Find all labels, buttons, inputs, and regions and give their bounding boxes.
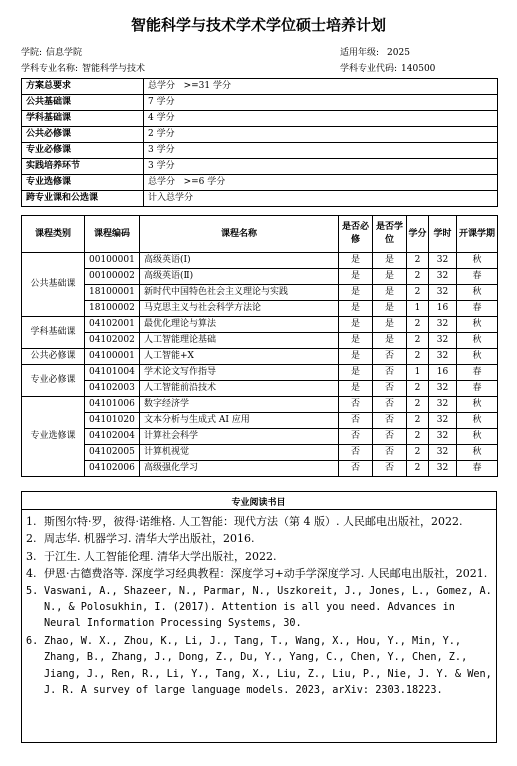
requirement-label: 跨专业课和公选课 bbox=[22, 191, 144, 207]
course-row bbox=[22, 333, 498, 349]
course-row bbox=[22, 269, 498, 285]
header-semester: 开课学期 bbox=[457, 216, 498, 253]
course-row bbox=[22, 445, 498, 461]
course-name: 最优化理论与算法 bbox=[140, 317, 339, 333]
course-semester: 秋 bbox=[457, 413, 498, 429]
course-required: 否 bbox=[339, 461, 373, 477]
reading-item bbox=[24, 531, 492, 547]
course-table-header bbox=[22, 216, 498, 253]
course-semester: 春 bbox=[457, 269, 498, 285]
course-credit: 2 bbox=[407, 253, 429, 269]
reading-item-number: 4. bbox=[26, 567, 37, 581]
course-required: 是 bbox=[339, 365, 373, 381]
requirement-value: 7 学分 bbox=[144, 95, 498, 111]
course-degree: 否 bbox=[373, 461, 407, 477]
requirement-row bbox=[22, 95, 498, 111]
course-code: 04102004 bbox=[85, 429, 140, 445]
course-degree: 是 bbox=[373, 269, 407, 285]
reading-item-text: 伊恩·古德费洛等. 深度学习经典教程：深度学习+动手学深度学习. 人民邮电出版社，2021. bbox=[44, 567, 488, 581]
course-degree: 是 bbox=[373, 285, 407, 301]
course-hours: 32 bbox=[429, 397, 457, 413]
course-code: 04101020 bbox=[85, 413, 140, 429]
course-row bbox=[22, 285, 498, 301]
course-hours: 32 bbox=[429, 253, 457, 269]
course-category: 公共必修课 bbox=[22, 349, 85, 365]
course-hours: 32 bbox=[429, 461, 457, 477]
course-code: 18100001 bbox=[85, 285, 140, 301]
course-code: 00100001 bbox=[85, 253, 140, 269]
course-degree: 否 bbox=[373, 381, 407, 397]
reading-item-number: 6. bbox=[26, 635, 39, 647]
requirement-value: 3 学分 bbox=[144, 159, 498, 175]
course-required: 否 bbox=[339, 413, 373, 429]
reading-item-text: 斯图尔特·罗，彼得·诺维格. 人工智能：现代方法（第 4 版）. 人民邮电出版社，2022. bbox=[44, 515, 463, 528]
course-required: 否 bbox=[339, 445, 373, 461]
course-hours: 32 bbox=[429, 445, 457, 461]
course-degree: 否 bbox=[373, 445, 407, 461]
course-required: 是 bbox=[339, 253, 373, 269]
course-row bbox=[22, 461, 498, 477]
requirement-row bbox=[22, 159, 498, 175]
course-row bbox=[22, 413, 498, 429]
requirement-label: 学科基础课 bbox=[22, 111, 144, 127]
requirement-value: 2 学分 bbox=[144, 127, 498, 143]
course-hours: 32 bbox=[429, 413, 457, 429]
college-label: 学院: bbox=[21, 48, 43, 58]
course-credit: 2 bbox=[407, 349, 429, 365]
course-name: 高级强化学习 bbox=[140, 461, 339, 477]
reading-item-text: Zhao, W. X., Zhou, K., Li, J., Tang, T., Wang, X., Hou, Y., Min, Y., Zhang, B., Zhang, J., Dong, Z., Du, Y., Yang, C., Chen, Y., Chen, Z., Jiang, J., Ren, R., Li, Y., Tang, X., Liu, Z., Liu, P., Nie, J. Y. & Wen, J. R. A survey of large language models. 2023, arXiv: 2303.18223. bbox=[44, 635, 492, 697]
course-required: 是 bbox=[339, 269, 373, 285]
course-code: 04101004 bbox=[85, 365, 140, 381]
course-semester: 春 bbox=[457, 301, 498, 317]
course-hours: 32 bbox=[429, 429, 457, 445]
course-degree: 是 bbox=[373, 301, 407, 317]
course-degree: 否 bbox=[373, 413, 407, 429]
course-credit: 2 bbox=[407, 381, 429, 397]
requirement-value: 计入总学分 bbox=[144, 191, 498, 207]
course-degree: 是 bbox=[373, 333, 407, 349]
course-required: 是 bbox=[339, 333, 373, 349]
divider bbox=[21, 509, 497, 510]
major-value: 智能科学与技术 bbox=[82, 64, 146, 74]
course-semester: 秋 bbox=[457, 397, 498, 413]
course-code: 00100002 bbox=[85, 269, 140, 285]
course-required: 否 bbox=[339, 429, 373, 445]
requirement-label: 方案总要求 bbox=[22, 79, 144, 95]
reading-item-number: 1. bbox=[26, 515, 37, 528]
course-credit: 2 bbox=[407, 269, 429, 285]
course-row bbox=[22, 381, 498, 397]
course-category: 专业选修课 bbox=[22, 397, 85, 477]
course-semester: 春 bbox=[457, 365, 498, 381]
reading-item bbox=[24, 549, 492, 565]
course-semester: 秋 bbox=[457, 317, 498, 333]
course-code: 04101006 bbox=[85, 397, 140, 413]
course-credit: 2 bbox=[407, 413, 429, 429]
course-credit: 2 bbox=[407, 445, 429, 461]
course-required: 是 bbox=[339, 301, 373, 317]
course-hours: 16 bbox=[429, 365, 457, 381]
course-table bbox=[21, 215, 498, 477]
header-hours: 学时 bbox=[429, 216, 457, 253]
course-row bbox=[22, 349, 498, 365]
requirement-value: 3 学分 bbox=[144, 143, 498, 159]
course-name: 人工智能前沿技术 bbox=[140, 381, 339, 397]
course-degree: 是 bbox=[373, 317, 407, 333]
header-name: 课程名称 bbox=[140, 216, 339, 253]
course-credit: 1 bbox=[407, 301, 429, 317]
course-required: 是 bbox=[339, 285, 373, 301]
course-name: 数字经济学 bbox=[140, 397, 339, 413]
requirement-label: 公共基础课 bbox=[22, 95, 144, 111]
course-name: 计算社会科学 bbox=[140, 429, 339, 445]
reading-item-number: 2. bbox=[26, 532, 37, 546]
requirement-row bbox=[22, 127, 498, 143]
course-required: 否 bbox=[339, 397, 373, 413]
course-credit: 2 bbox=[407, 397, 429, 413]
course-required: 是 bbox=[339, 317, 373, 333]
course-hours: 32 bbox=[429, 317, 457, 333]
requirement-label: 实践培养环节 bbox=[22, 159, 144, 175]
header-code: 课程编码 bbox=[85, 216, 140, 253]
course-semester: 秋 bbox=[457, 253, 498, 269]
header-required: 是否必修 bbox=[339, 216, 373, 253]
requirement-value: 总学分 >=6 学分 bbox=[144, 175, 498, 191]
course-semester: 秋 bbox=[457, 349, 498, 365]
requirement-row bbox=[22, 111, 498, 127]
requirement-value: 4 学分 bbox=[144, 111, 498, 127]
requirement-row bbox=[22, 191, 498, 207]
course-code: 18100002 bbox=[85, 301, 140, 317]
course-degree: 是 bbox=[373, 253, 407, 269]
course-semester: 秋 bbox=[457, 285, 498, 301]
course-hours: 32 bbox=[429, 349, 457, 365]
reading-item-text: 周志华. 机器学习. 清华大学出版社，2016. bbox=[44, 532, 255, 546]
course-name: 学术论文写作指导 bbox=[140, 365, 339, 381]
course-credit: 2 bbox=[407, 429, 429, 445]
course-code: 04102006 bbox=[85, 461, 140, 477]
reading-item-number: 3. bbox=[26, 549, 37, 563]
reading-item bbox=[24, 584, 492, 633]
course-code: 04102002 bbox=[85, 333, 140, 349]
course-name: 高级英语(Ⅰ) bbox=[140, 253, 339, 269]
major-code-value: 140500 bbox=[401, 64, 436, 74]
header-credit: 学分 bbox=[407, 216, 429, 253]
reading-item bbox=[24, 634, 492, 700]
course-semester: 春 bbox=[457, 461, 498, 477]
reading-item-number: 5. bbox=[26, 585, 39, 597]
requirement-row bbox=[22, 143, 498, 159]
course-degree: 否 bbox=[373, 349, 407, 365]
reading-item bbox=[24, 566, 492, 582]
course-credit: 2 bbox=[407, 285, 429, 301]
course-code: 04102001 bbox=[85, 317, 140, 333]
requirement-row bbox=[22, 175, 498, 191]
course-row bbox=[22, 429, 498, 445]
course-name: 人工智能+X bbox=[140, 349, 339, 365]
course-row bbox=[22, 253, 498, 269]
header-category: 课程类别 bbox=[22, 216, 85, 253]
course-credit: 2 bbox=[407, 461, 429, 477]
header-degree: 是否学位 bbox=[373, 216, 407, 253]
course-code: 04102003 bbox=[85, 381, 140, 397]
course-category: 专业必修课 bbox=[22, 365, 85, 397]
reading-list bbox=[24, 514, 492, 699]
course-hours: 16 bbox=[429, 301, 457, 317]
major-code-label: 学科专业代码: bbox=[340, 64, 398, 74]
college-value: 信息学院 bbox=[46, 48, 83, 58]
course-row bbox=[22, 317, 498, 333]
college-field bbox=[21, 45, 82, 58]
course-code: 04100001 bbox=[85, 349, 140, 365]
major-code-field bbox=[340, 61, 435, 74]
course-category: 学科基础课 bbox=[22, 317, 85, 349]
requirement-label: 专业选修课 bbox=[22, 175, 144, 191]
requirement-label: 公共必修课 bbox=[22, 127, 144, 143]
reading-item bbox=[24, 514, 492, 530]
course-credit: 2 bbox=[407, 317, 429, 333]
course-hours: 32 bbox=[429, 285, 457, 301]
requirement-value: 总学分 >=31 学分 bbox=[144, 79, 498, 95]
major-field bbox=[21, 61, 145, 74]
grade-value: 2025 bbox=[387, 48, 410, 58]
course-name: 马克思主义与社会科学方法论 bbox=[140, 301, 339, 317]
course-category: 公共基础课 bbox=[22, 253, 85, 317]
course-degree: 否 bbox=[373, 429, 407, 445]
course-row bbox=[22, 365, 498, 381]
course-row bbox=[22, 301, 498, 317]
course-semester: 秋 bbox=[457, 333, 498, 349]
course-name: 文本分析与生成式 AI 应用 bbox=[140, 413, 339, 429]
course-name: 新时代中国特色社会主义理论与实践 bbox=[140, 285, 339, 301]
reading-list-title: 专业阅读书目 bbox=[231, 498, 286, 508]
page-title: 智能科学与技术学术学位硕士培养计划 bbox=[130, 16, 386, 34]
course-name: 计算机视觉 bbox=[140, 445, 339, 461]
course-degree: 否 bbox=[373, 365, 407, 381]
course-degree: 否 bbox=[373, 397, 407, 413]
course-name: 高级英语(Ⅱ) bbox=[140, 269, 339, 285]
course-credit: 2 bbox=[407, 333, 429, 349]
course-semester: 秋 bbox=[457, 429, 498, 445]
reading-item-text: 于江生. 人工智能伦理. 清华大学出版社，2022. bbox=[44, 549, 277, 563]
course-code: 04102005 bbox=[85, 445, 140, 461]
course-required: 是 bbox=[339, 381, 373, 397]
requirement-label: 专业必修课 bbox=[22, 143, 144, 159]
grade-label: 适用年级: bbox=[340, 48, 380, 58]
reading-item-text: Vaswani, A., Shazeer, N., Parmar, N., Uszkoreit, J., Jones, L., Gomez, A. N., & Polosukhin, I. (2017). Attention is all you need. Advances in Neural Information Processing Systems, 30. bbox=[44, 585, 492, 630]
course-name: 人工智能理论基础 bbox=[140, 333, 339, 349]
course-required: 是 bbox=[339, 349, 373, 365]
course-row bbox=[22, 397, 498, 413]
grade-field bbox=[340, 45, 410, 58]
course-semester: 秋 bbox=[457, 445, 498, 461]
course-hours: 32 bbox=[429, 269, 457, 285]
course-hours: 32 bbox=[429, 381, 457, 397]
course-semester: 春 bbox=[457, 381, 498, 397]
requirement-row bbox=[22, 79, 498, 95]
major-label: 学科专业名称: bbox=[21, 64, 79, 74]
requirements-table bbox=[21, 78, 498, 207]
course-hours: 32 bbox=[429, 333, 457, 349]
course-credit: 1 bbox=[407, 365, 429, 381]
